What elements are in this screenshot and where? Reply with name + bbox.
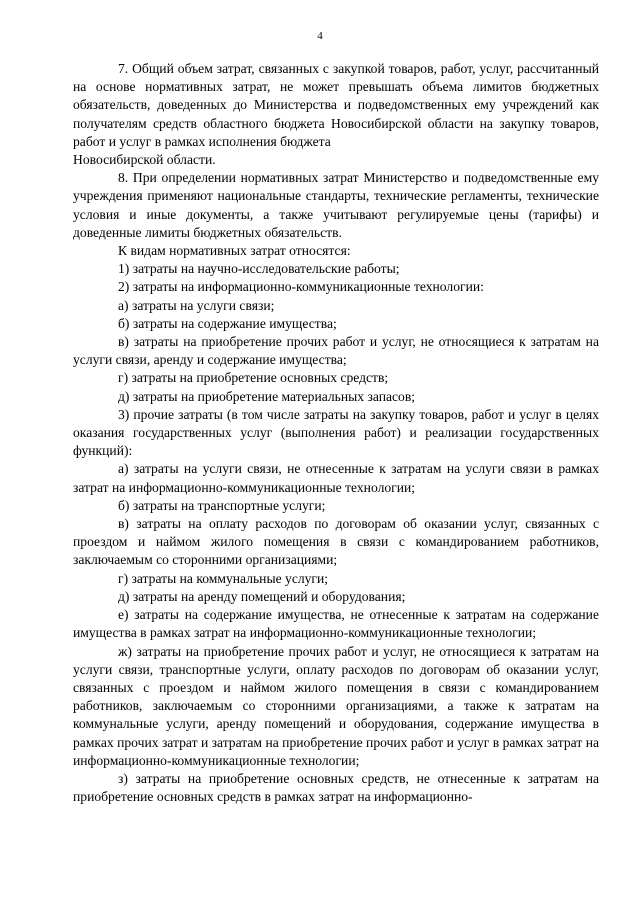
- cost-types-intro: К видам нормативных затрат относятся:: [118, 243, 351, 259]
- page-number: 4: [317, 30, 323, 42]
- list-item-2b: б) затраты на содержание имущества;: [118, 315, 337, 331]
- list-item-2g: г) затраты на приобретение основных средств;: [118, 370, 389, 386]
- list-item-2: 2) затраты на информационно-коммуникационные технологии:: [118, 279, 484, 295]
- list-item-2a: а) затраты на услуги связи;: [118, 297, 275, 313]
- paragraph-7-total-costs: 7. Общий объем затрат, связанных с закупкой товаров, работ, услуг, рассчитанный на основе нормативных затрат, не может превышать объема лимитов бюджетных обязательств, доведенных до Министерства и подведомственных ему учреждений как получателям средств областного бюджета Новосибирской области на закупку товаров, работ и услуг в рамках исполнения бюджета: [73, 61, 599, 149]
- list-item-1: 1) затраты на научно-исследовательские работы;: [118, 261, 400, 277]
- list-item-2d: д) затраты на приобретение материальных запасов;: [118, 388, 416, 404]
- paragraph-7-continuation: Новосибирской области.: [73, 152, 216, 168]
- list-item-3zh: ж) затраты на приобретение прочих работ и услуг, не относящиеся к затратам на услуги связи, транспортные услуги, оплату расходов по договорам об оказании услуг, связанных с проездом и наймом жилого помещения в связи с командированием работников, заключаемым со сторонними организациями, а также к затратам на коммунальные услуги, аренду помещений и оборудования, содержание имущества в рамках прочих затрат и затратам на приобретение прочих работ и услуг в рамках затрат на информационно-коммуникационные технологии;: [73, 643, 599, 768]
- list-item-3z: з) затраты на приобретение основных средств, не отнесенные к затратам на приобретение основных средств в рамках затрат на информационно-: [73, 770, 599, 805]
- list-item-3d: д) затраты на аренду помещений и оборудования;: [118, 588, 406, 604]
- list-item-3b: б) затраты на транспортные услуги;: [118, 497, 326, 513]
- list-item-3e: е) затраты на содержание имущества, не отнесенные к затратам на содержание имущества в рамках затрат на информационно-коммуникационные технологии;: [73, 607, 599, 641]
- list-item-3a: а) затраты на услуги связи, не отнесенные к затратам на услуги связи в рамках затрат на информационно-коммуникационные технологии;: [73, 461, 599, 495]
- list-item-3v: в) затраты на оплату расходов по договорам об оказании услуг, связанных с проездом и наймом жилого помещения в связи с командированием работников, заключаемым со сторонними организациями;: [73, 516, 599, 568]
- list-item-2v: в) затраты на приобретение прочих работ и услуг, не относящиеся к затратам на услуги связи, аренду и содержание имущества;: [73, 334, 599, 368]
- paragraph-8-standards: 8. При определении нормативных затрат Министерство и подведомственные ему учреждения применяют национальные стандарты, технические регламенты, технические условия и иные документы, а также учитывают регулируемые цены (тарифы) и доведенные лимиты бюджетных обязательств.: [73, 170, 599, 240]
- list-item-3g: г) затраты на коммунальные услуги;: [118, 570, 329, 586]
- list-item-3: 3) прочие затраты (в том числе затраты на закупку товаров, работ и услуг в целях оказания государственных услуг (выполнения работ) и реализации государственных функций):: [73, 406, 599, 459]
- document-body: [73, 60, 599, 806]
